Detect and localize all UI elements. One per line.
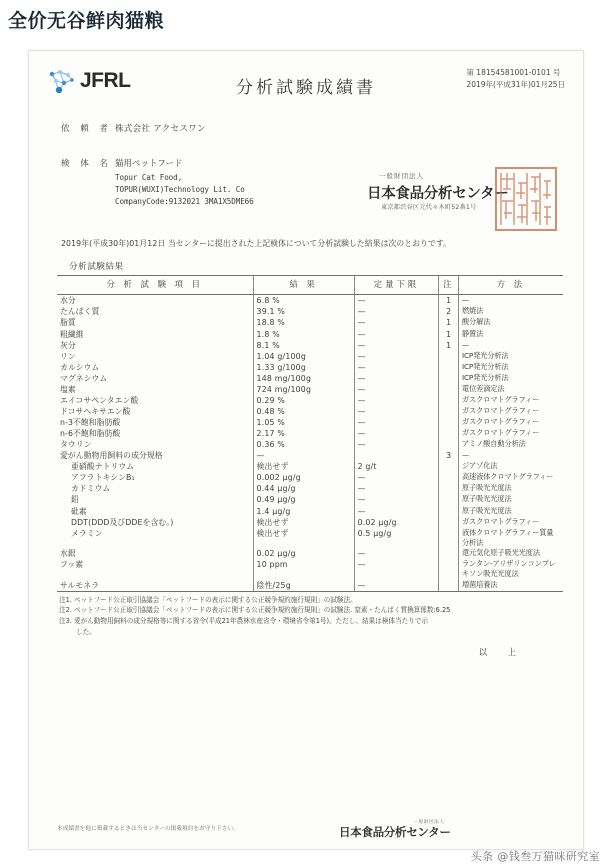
article-title: 全价无谷鲜肉猫粮 [8,10,165,32]
table-row [57,329,563,340]
client-row [29,123,583,136]
cell-item: サルモネラ [57,580,253,592]
cell-result: 検出せず [253,517,354,528]
table-row [57,362,563,373]
certificate-body [29,51,583,849]
cell-method: 酸分解法 [458,317,563,328]
cell-note: 1 [439,329,459,340]
cell-limit: — [354,317,439,328]
table-row [57,494,563,505]
sample-line-2: Topur Cat Food, [115,172,183,182]
table-row [57,395,563,406]
cell-method: 還元気化原子吸光光度法 [458,548,563,559]
cell-limit [354,450,439,461]
cell-limit: — [354,306,439,317]
table-row [57,580,563,592]
results-header-row [57,276,563,295]
cell-item: アフラトキシンB₁ [71,473,135,483]
official-seal-stamp [495,167,557,231]
cell-note [439,384,459,395]
cell-item: 脂質 [60,318,76,328]
cell-result: 724 mg/100g [253,384,354,395]
organization-address: 東京都渋谷区元代々木町52番1号 [381,204,477,211]
cell-note: 1 [439,317,459,328]
cell-limit: — [354,428,439,439]
cell-item: カドミウム [71,484,111,494]
document-number: 第 18154581001-0101 号 [466,68,561,77]
cell-method: — [458,340,563,351]
cell-note [439,548,459,559]
cell-result: — [253,450,354,461]
sample-line-3: TOPUR(WUXI)Technology Lit. Co [115,184,245,194]
cell-result: 39.1 % [253,306,354,317]
sample-line-4: CompanyCode:9132021 3MA1X5DME66 [115,197,254,207]
client-label: 依 頼 者 [61,124,112,134]
cell-note [439,406,459,417]
cell-method: ガスクロマトグラフィー [458,417,563,428]
cell-note [439,461,459,472]
cell-result: 1.8 % [253,329,354,340]
col-header-result: 結 果 [253,276,354,295]
cell-note [439,559,459,579]
cell-result: 1.4 μg/g [253,506,354,517]
table-row [57,428,563,439]
cell-method: 液体クロマトグラフィー質量分析法 [458,528,563,548]
cell-result: 1.05 % [253,417,354,428]
cell-item: 水銀 [60,549,76,559]
cell-item: タウリン [60,440,92,450]
footer-organization-name: 日本食品分析センター [339,824,451,839]
cell-item: 砒素 [71,506,87,516]
cell-result: 6.8 % [253,295,354,307]
cell-result: 1.33 g/100g [253,362,354,373]
cell-method: 増菌培養法 [458,580,563,592]
sheet-footer [29,811,583,841]
cell-item: 灰分 [60,340,76,350]
organization-kind: 一般財団法人 [379,172,424,180]
table-row [57,384,563,395]
cell-item: メラミン [71,528,103,538]
cell-result: 0.002 μg/g [253,472,354,483]
cell-method: ガスクロマトグラフィー [458,428,563,439]
jfrl-logo-text: JFRL [80,69,131,92]
footer-organization [339,821,519,839]
cell-limit: 2 g/t [354,461,439,472]
results-table-head [57,276,563,295]
cell-item: フッ素 [60,560,84,570]
cell-note: 1 [439,340,459,351]
table-row [57,417,563,428]
cell-method: ガスクロマトグラフィー [458,406,563,417]
cell-method: ICP発光分析法 [458,351,563,362]
cell-limit: — [354,384,439,395]
footer-disclaimer: 本成績書を他に掲載するときは当センターの掲載規約をお守り下さい。 [57,826,239,832]
cell-limit: — [354,351,439,362]
cell-limit: — [354,373,439,384]
cell-note [439,417,459,428]
cell-limit: — [354,417,439,428]
cell-limit: — [354,395,439,406]
document-date: 2019年(平成31年)01月25日 [466,79,565,89]
cell-limit: — [354,329,439,340]
table-row [57,559,563,579]
table-row [57,548,563,559]
cell-result: 148 mg/100g [253,373,354,384]
table-row [57,461,563,472]
cell-result: 0.49 μg/g [253,494,354,505]
issuing-organization [367,169,563,231]
cell-limit: 0.5 μg/g [354,528,439,548]
table-row [57,472,563,483]
cell-limit: — [354,580,439,592]
col-header-item: 分 析 試 験 項 目 [57,276,253,295]
cell-item: リン [60,351,76,361]
cell-method: 高速液体クロマトグラフィー [458,472,563,483]
organization-name: 日本食品分析センター [367,186,509,202]
watermark-text: 头条 @钱叁万猫咪研究室 [470,850,600,863]
cell-note [439,428,459,439]
footnote-1: 注1. ペットフード公正取引協議会「ペットフードの表示に関する公正競争規約施行規則」の試験法。 [59,595,357,604]
cell-item: ドコサヘキサエン酸 [60,406,131,416]
cell-note [439,395,459,406]
cell-note [439,472,459,483]
footnote-3: 注3. 愛がん動物用飼料の成分規格等に関する省令(平成21年農林水産省令・環境省令第1号)。ただし、結果は検体当たりで示 [59,616,428,625]
cell-note [439,517,459,528]
footer-organization-kind: 一般財団法人 [413,820,445,826]
cell-item: 水分 [60,296,76,306]
table-row [57,295,563,307]
cell-limit: — [354,559,439,579]
cell-method: 電位差滴定法 [458,384,563,395]
cell-method: ICP発光分析法 [458,362,563,373]
cell-result: 0.29 % [253,395,354,406]
cell-limit: 0.02 μg/g [354,517,439,528]
cell-limit: — [354,295,439,307]
cell-result: 検出せず [253,461,354,472]
table-row [57,450,563,461]
cell-result: 8.1 % [253,340,354,351]
footnotes [59,595,563,638]
cell-result: 検出せず [253,528,354,548]
cell-limit: — [354,340,439,351]
document-header [29,51,583,113]
table-row [57,317,563,328]
cell-result: 0.36 % [253,439,354,450]
table-row [57,351,563,362]
cell-method: 原子吸光光度法 [458,494,563,505]
cell-result: 0.02 μg/g [253,548,354,559]
cell-limit: — [354,406,439,417]
cell-note [439,494,459,505]
document-title: 分析試験成績書 [236,78,376,98]
cell-limit: — [354,548,439,559]
table-row [57,340,563,351]
cell-method: アミノ酸自動分析法 [458,439,563,450]
cell-limit: — [354,472,439,483]
cell-limit: — [354,362,439,373]
cell-result: 10 ppm [253,559,354,579]
footnote-2: 注2. ペットフード公正取引協議会「ペットフードの表示に関する公正競争規約施行規則」の試験法. 窒素・たんぱく質換算係数:6.25 [59,606,451,615]
results-heading: 分析試験結果 [69,262,124,273]
cell-item: カルシウム [60,362,100,372]
cell-method: ガスクロマトグラフィー [458,517,563,528]
results-table-wrapper [57,275,563,591]
cell-method: — [458,450,563,461]
table-row [57,373,563,384]
cell-method: 原子吸光光度法 [458,506,563,517]
sample-line-1: 猫用ペットフード [115,158,183,169]
cell-result: 2.17 % [253,428,354,439]
cell-note: 2 [439,306,459,317]
table-row [57,528,563,548]
cell-note [439,483,459,494]
table-row [57,406,563,417]
cell-method: ランタン-アリザリンコンプレキソン吸光光度法 [458,559,563,579]
cell-note: 3 [439,450,459,461]
cell-result: 1.04 g/100g [253,351,354,362]
sample-value-lines [115,158,254,209]
cell-note: 1 [439,295,459,307]
cell-result: 0.48 % [253,406,354,417]
cell-method: — [458,295,563,307]
cell-item: n-3不飽和脂肪酸 [60,418,121,428]
table-row [57,517,563,528]
cell-method: ICP発光分析法 [458,373,563,384]
cell-note [439,439,459,450]
cell-method: ガスクロマトグラフィー [458,395,563,406]
certificate-sheet [28,50,584,850]
cell-note [439,362,459,373]
client-value: 株式会社 アクセスワン [115,124,206,134]
cell-note [439,528,459,548]
cell-limit: — [354,494,439,505]
cell-item: 亜硝酸ナトリウム [71,462,135,472]
cell-result: 0.44 μg/g [253,483,354,494]
cell-item: 塩素 [60,384,76,394]
cell-result: 陰性/25g [253,580,354,592]
table-row [57,306,563,317]
results-table [57,275,563,591]
cell-item: DDT(DDD及びDDEを含む。) [71,517,174,527]
col-header-method: 方 法 [458,276,563,295]
cell-method: ジアゾ化法 [458,461,563,472]
sample-label: 検 体 名 [61,158,112,169]
table-row [57,483,563,494]
cell-method: 原子吸光光度法 [458,483,563,494]
document-meta [466,67,565,90]
cell-item: 愛がん動物用飼料の成分規格 [60,451,163,461]
cell-limit: — [354,439,439,450]
closing-mark: 以 上 [478,647,525,658]
col-header-limit: 定量下限 [354,276,439,295]
cell-limit: — [354,483,439,494]
cell-note [439,506,459,517]
table-row [57,506,563,517]
table-row [57,439,563,450]
cell-note [439,351,459,362]
cell-limit: — [354,506,439,517]
cell-note [439,373,459,384]
cell-note [439,580,459,592]
cell-method: 燃焼法 [458,306,563,317]
col-header-note: 注 [439,276,459,295]
submission-statement: 2019年(平成30年)01月12日 当センターに提出された上記検体について分析試験した結果は次のとおりです。 [61,239,452,249]
cell-item: マグネシウム [60,373,108,383]
cell-item: 鉛 [71,495,79,505]
cell-item: たんぱく質 [60,307,100,317]
cell-item: n-6不飽和脂肪酸 [60,429,121,439]
footnote-3-continued: した。 [76,627,96,636]
cell-item: 粗繊維 [60,329,84,339]
cell-method: 静置法 [458,329,563,340]
results-table-body [57,295,563,591]
cell-item: エイコサペンタエン酸 [60,395,139,405]
cell-result: 18.8 % [253,317,354,328]
